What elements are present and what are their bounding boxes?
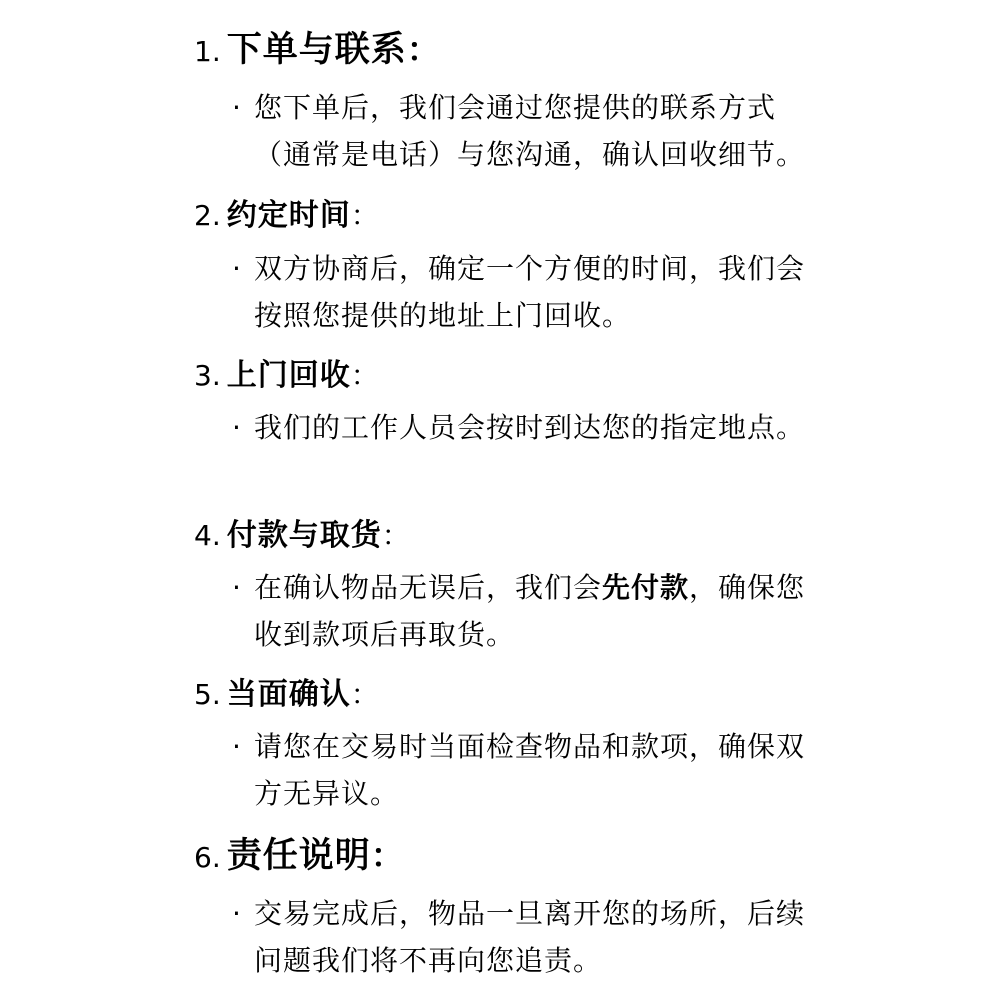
step-5-bullet-text: 请您在交易时当面检查物品和款项，确保双方无异议。 — [254, 730, 806, 810]
step-4-bullet-before: 在确认物品无误后，我们会 — [254, 571, 603, 604]
bullet-dot-icon: · — [232, 411, 241, 444]
step-1-colon: ： — [406, 30, 440, 69]
step-2-title: 约定时间 — [226, 198, 351, 233]
step-3-number: 3. — [194, 359, 221, 392]
step-3-bullet-text: 我们的工作人员会按时到达您的指定地点。 — [254, 411, 806, 444]
step-5-heading — [194, 669, 379, 713]
step-4-title: 付款与取货 — [226, 518, 382, 553]
step-4-number: 4. — [194, 519, 221, 552]
step-3-title: 上门回收 — [226, 358, 351, 393]
step-4-bullet — [232, 564, 812, 658]
step-3-heading — [194, 350, 379, 394]
step-3-colon: ： — [350, 359, 379, 392]
step-5-title: 当面确认 — [226, 677, 351, 712]
step-4-heading — [194, 510, 410, 554]
step-5-number: 5. — [194, 678, 221, 711]
step-3-bullet — [232, 404, 812, 451]
bullet-dot-icon: · — [232, 91, 241, 124]
bullet-dot-icon: · — [232, 730, 241, 763]
step-2-number: 2. — [194, 199, 221, 232]
step-6-bullet — [232, 890, 812, 984]
bullet-dot-icon: · — [232, 252, 241, 285]
step-1-bullet — [232, 84, 812, 178]
bullet-dot-icon: · — [232, 571, 241, 604]
bullet-dot-icon: · — [232, 897, 241, 930]
step-6-heading — [194, 828, 404, 878]
step-2-bullet — [232, 245, 812, 339]
step-4-colon: ： — [381, 519, 410, 552]
step-2-heading — [194, 190, 379, 234]
step-6-colon: ： — [370, 836, 404, 875]
step-6-bullet-text: 交易完成后，物品一旦离开您的场所，后续问题我们将不再向您追责。 — [254, 897, 806, 977]
step-4-bullet-after: ，确保您收到款项后再取货。 — [254, 571, 806, 651]
step-6-number: 6. — [194, 841, 221, 874]
step-1-bullet-text: 您下单后，我们会通过您提供的联系方式（通常是电话）与您沟通，确认回收细节。 — [254, 91, 806, 171]
step-1-heading — [194, 22, 440, 72]
step-2-colon: ： — [350, 199, 379, 232]
step-5-colon: ： — [350, 678, 379, 711]
step-1-number: 1. — [194, 35, 221, 68]
step-4-bullet-text — [254, 564, 809, 658]
step-6-title: 责任说明 — [226, 836, 371, 876]
step-4-bullet-bold: 先付款 — [602, 571, 690, 604]
step-1-title: 下单与联系 — [226, 30, 407, 70]
step-5-bullet — [232, 723, 812, 817]
step-2-bullet-text: 双方协商后，确定一个方便的时间，我们会按照您提供的地址上门回收。 — [254, 252, 806, 332]
